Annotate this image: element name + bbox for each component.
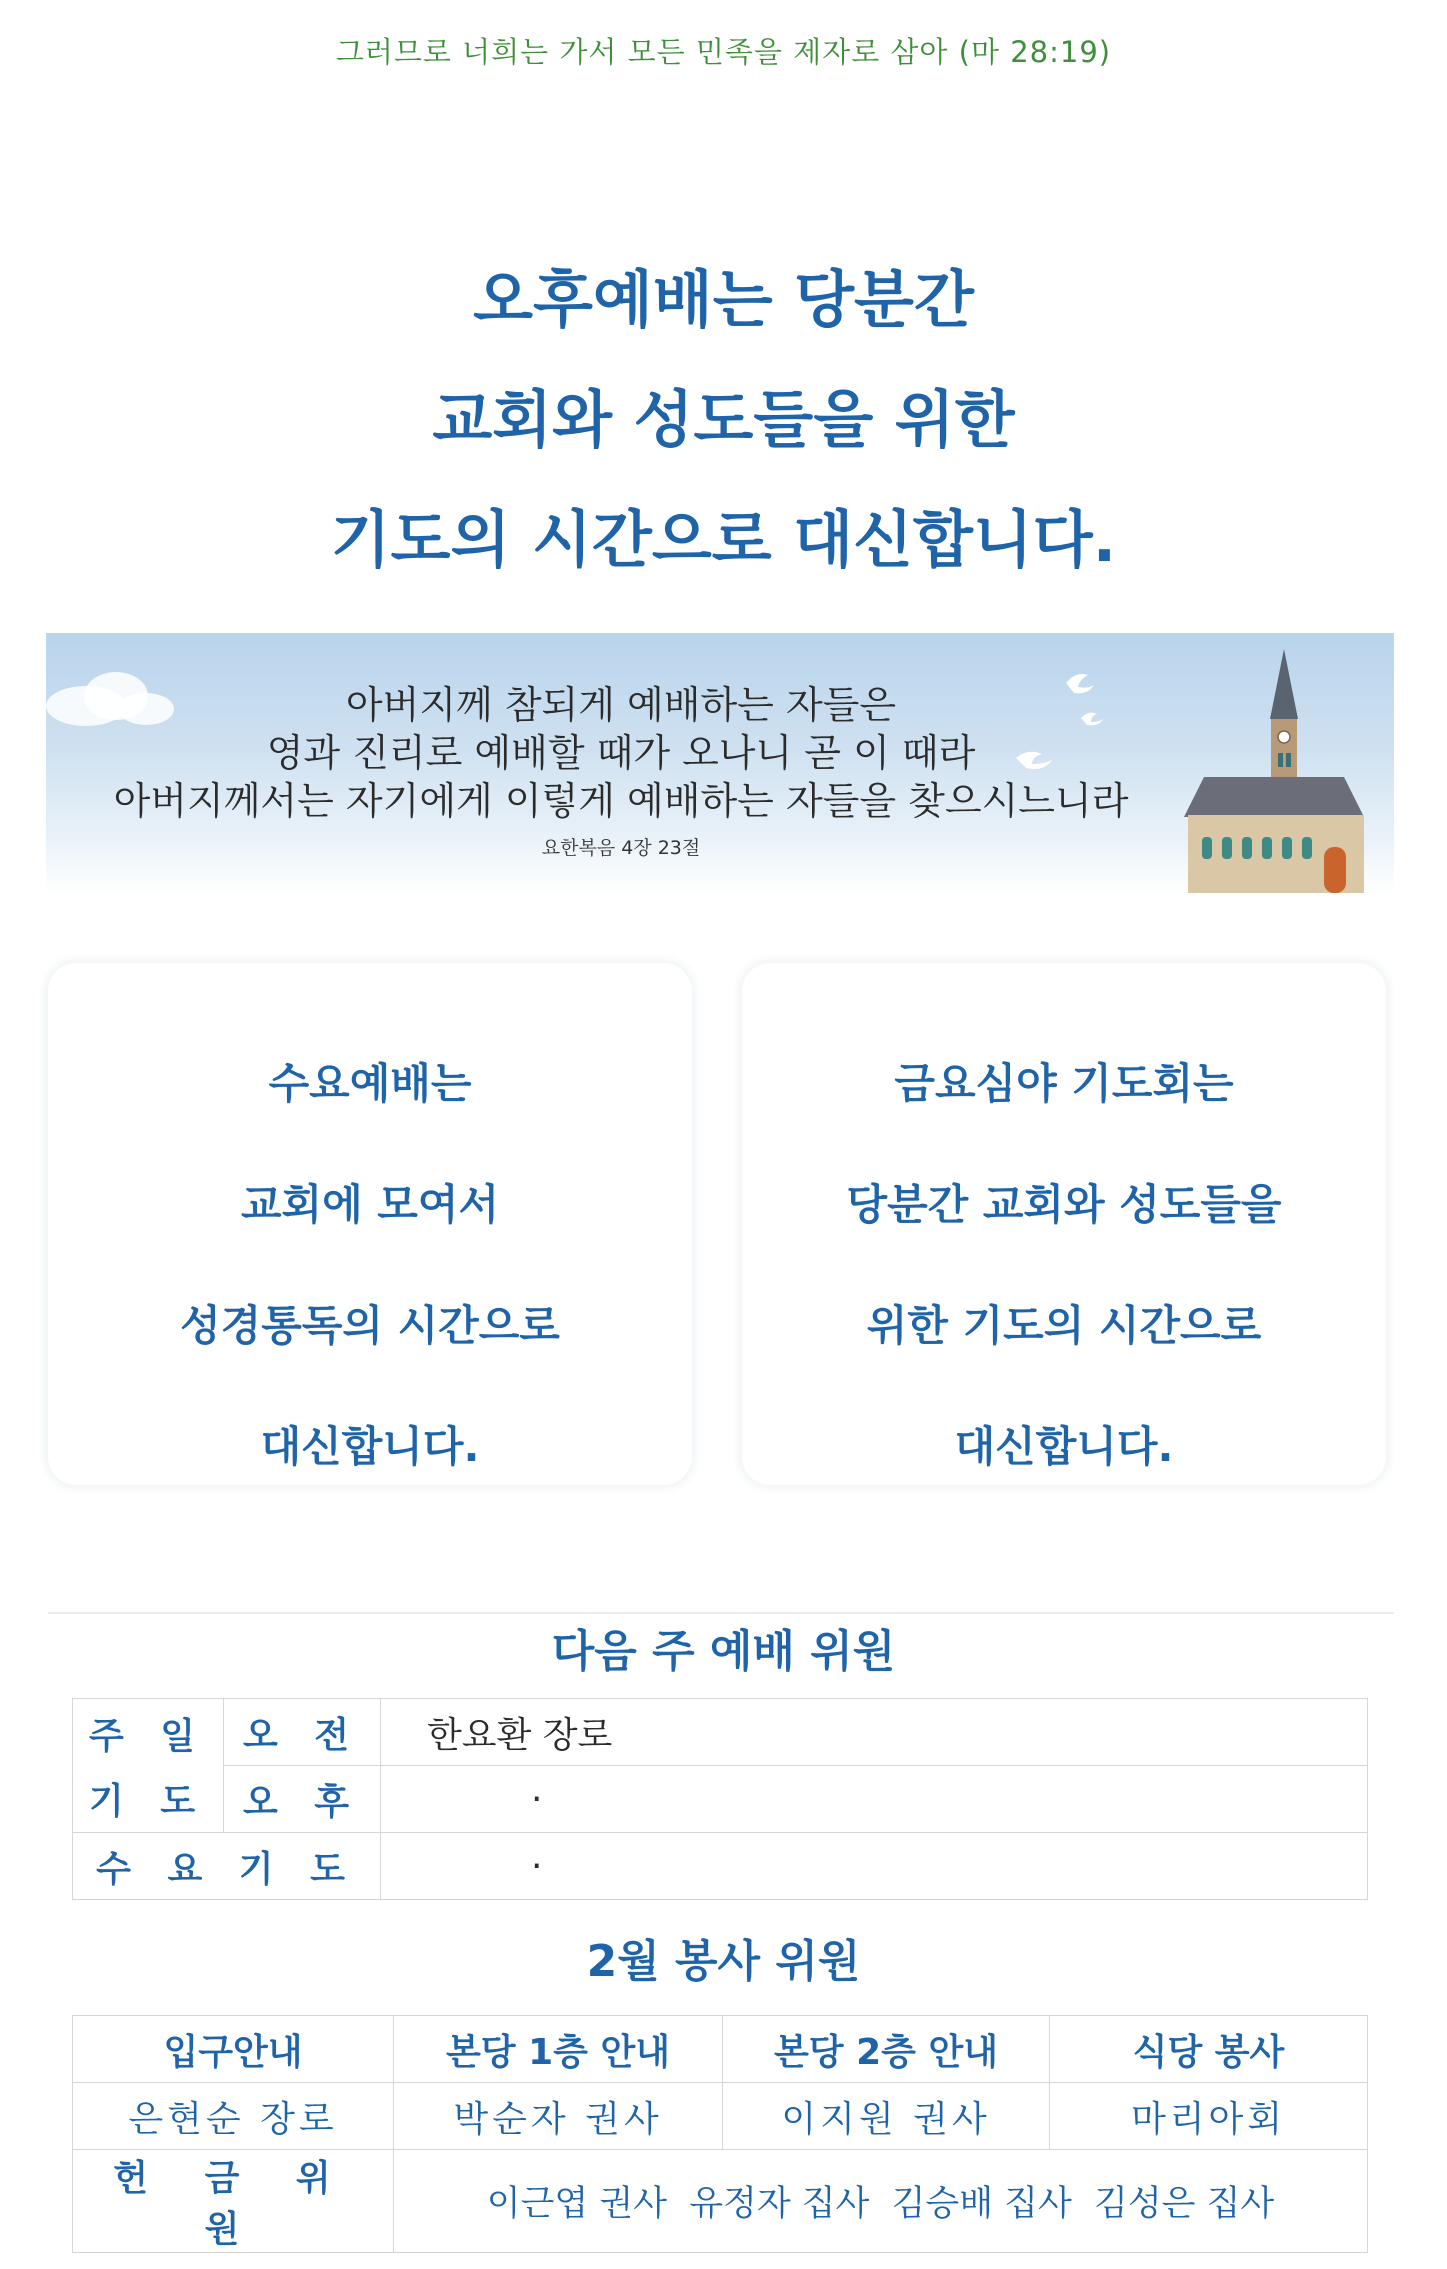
box-line: 교회에 모여서 — [240, 1180, 500, 1229]
banner-reference: 요한복음 4장 23절 — [541, 837, 701, 859]
offering-value: 이근엽 권사 유정자 집사 김승배 집사 김성은 집사 — [394, 2150, 1368, 2253]
february-title: 2월 봉사 위원 — [586, 1936, 861, 1987]
box-line: 위한 기도의 시간으로 — [866, 1301, 1262, 1350]
table-row — [73, 2083, 1368, 2150]
table-header: 입구안내 — [73, 2016, 394, 2083]
box-line: 성경통독의 시간으로 — [180, 1301, 560, 1350]
headline-line: 오후예배는 당분간 — [473, 263, 974, 336]
top-verse: 그러므로 너희는 가서 모든 민족을 제자로 삼아 (마 28:19) — [335, 35, 1112, 69]
banner-verse — [46, 681, 1196, 825]
church-icon — [1174, 649, 1374, 895]
table-row — [73, 1699, 1368, 1766]
table-header: 본당 2층 안내 — [723, 2016, 1050, 2083]
box-line: 수요예배는 — [268, 1059, 472, 1108]
box-line: 금요심야 기도회는 — [894, 1059, 1234, 1108]
wednesday-prayer-value: · — [381, 1833, 1368, 1900]
headline-line: 교회와 성도들을 위한 — [432, 383, 1015, 456]
sunday-prayer-label: 주 일 기 도 — [73, 1699, 224, 1833]
next-week-title: 다음 주 예배 위원 — [551, 1626, 896, 1677]
afternoon-label: 오 후 — [224, 1766, 381, 1833]
headline-line: 기도의 시간으로 대신합니다. — [330, 503, 1117, 576]
banner-line: 아버지께서는 자기에게 이렇게 예배하는 자들을 찾으시느니라 — [113, 779, 1129, 823]
box-line: 대신합니다. — [260, 1422, 480, 1471]
morning-label: 오 전 — [224, 1699, 381, 1766]
wednesday-prayer-label: 수 요 기 도 — [73, 1833, 381, 1900]
offering-label: 헌 금 위 원 — [73, 2150, 394, 2253]
banner-line: 영과 진리로 예배할 때가 오나니 곧 이 때라 — [266, 731, 976, 775]
morning-value: 한요환 장로 — [381, 1699, 1368, 1766]
table-cell: 이지원 권사 — [723, 2083, 1050, 2150]
scripture-banner — [46, 633, 1394, 895]
february-service-table — [72, 2015, 1368, 2253]
table-row — [73, 2150, 1368, 2253]
banner-line: 아버지께 참되게 예배하는 자들은 — [345, 683, 897, 727]
wednesday-service-box — [48, 963, 692, 1485]
box-line: 당분간 교회와 성도들을 — [846, 1180, 1282, 1229]
table-header: 본당 1층 안내 — [394, 2016, 723, 2083]
table-cell: 마리아회 — [1050, 2083, 1368, 2150]
table-row — [73, 2016, 1368, 2083]
table-header: 식당 봉사 — [1050, 2016, 1368, 2083]
table-row — [73, 1766, 1368, 1833]
divider — [48, 1612, 1394, 1614]
next-week-table — [72, 1698, 1368, 1900]
table-cell: 박순자 권사 — [394, 2083, 723, 2150]
table-cell: 은현순 장로 — [73, 2083, 394, 2150]
afternoon-value: · — [381, 1766, 1368, 1833]
box-line: 대신합니다. — [954, 1422, 1174, 1471]
friday-prayer-box — [742, 963, 1386, 1485]
table-row — [73, 1833, 1368, 1900]
headline — [0, 240, 1447, 600]
